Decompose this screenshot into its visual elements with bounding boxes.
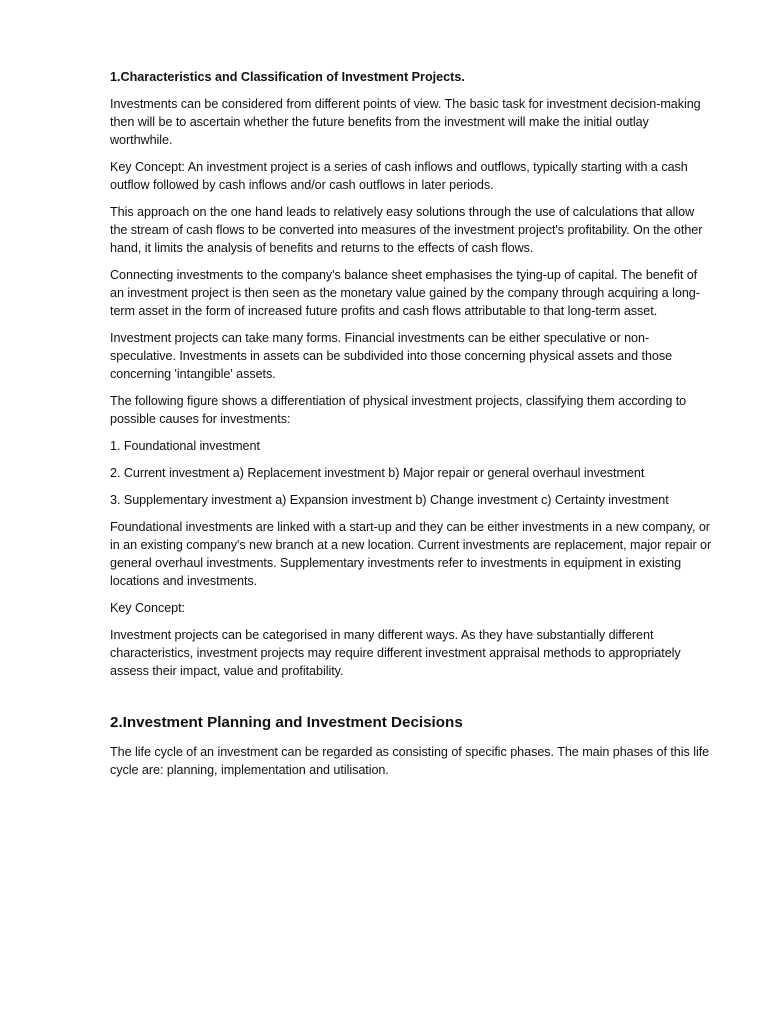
section-1-paragraph-6: The following figure shows a differentiation of physical investment projects, classifying them according to possible causes for investments: (110, 394, 687, 426)
list-item-foundational: 1. Foundational investment (110, 439, 260, 453)
key-concept-paragraph: Key Concept: An investment project is a series of cash inflows and outflows, typically starting with a cash outflow followed by cash inflows and/or cash outflows in later periods. (110, 160, 688, 192)
section-1-paragraph-5: Investment projects can take many forms. Financial investments can be either speculative or non-speculative. Investments in assets can be subdivided into those concerning physical assets and those concerning 'intangible' assets. (110, 331, 673, 381)
section-1-paragraph-12: Investment projects can be categorised in many different ways. As they have substantially different characteristics, investment projects may require different investment appraisal methods to appropriately assess their impact, value and profitability. (110, 628, 681, 678)
list-item-supplementary: 3. Supplementary investment a) Expansion investment b) Change investment c) Certainty investment (110, 493, 669, 507)
section-1-paragraph-10: Foundational investments are linked with a start-up and they can be either investments in a new company, or in an existing company's new branch at a new location. Current investments are replacement, major repair or general overhaul investments. Supplementary investments refer to investments in equipment in existing locations and investments. (110, 520, 712, 588)
list-item-current: 2. Current investment a) Replacement investment b) Major repair or general overhaul investment (110, 466, 645, 480)
document-page (110, 68, 714, 788)
section-1-heading: 1.Characteristics and Classification of Investment Projects. (110, 70, 465, 84)
key-concept-label: Key Concept: (110, 601, 186, 615)
section-2-paragraph-1: The life cycle of an investment can be regarded as consisting of specific phases. The main phases of this life cycle are: planning, implementation and utilisation. (110, 745, 710, 777)
section-2-heading: 2.Investment Planning and Investment Decisions (110, 714, 463, 731)
section-1-paragraph-1: Investments can be considered from different points of view. The basic task for investment decision-making then will be to ascertain whether the future benefits from the investment will make the initial outlay worthwhile. (110, 97, 701, 147)
section-1-paragraph-4: Connecting investments to the company's balance sheet emphasises the tying-up of capital. The benefit of an investment project is then seen as the monetary value gained by the company through acquiring a long-term asset in the form of increased future profits and cash flows attributable to that long-term asset. (110, 268, 700, 318)
section-1-paragraph-3: This approach on the one hand leads to relatively easy solutions through the use of calculations that allow the stream of cash flows to be converted into measures of the investment project's profitability. On the other hand, it limits the analysis of benefits and returns to the effects of cash flows. (110, 205, 703, 255)
